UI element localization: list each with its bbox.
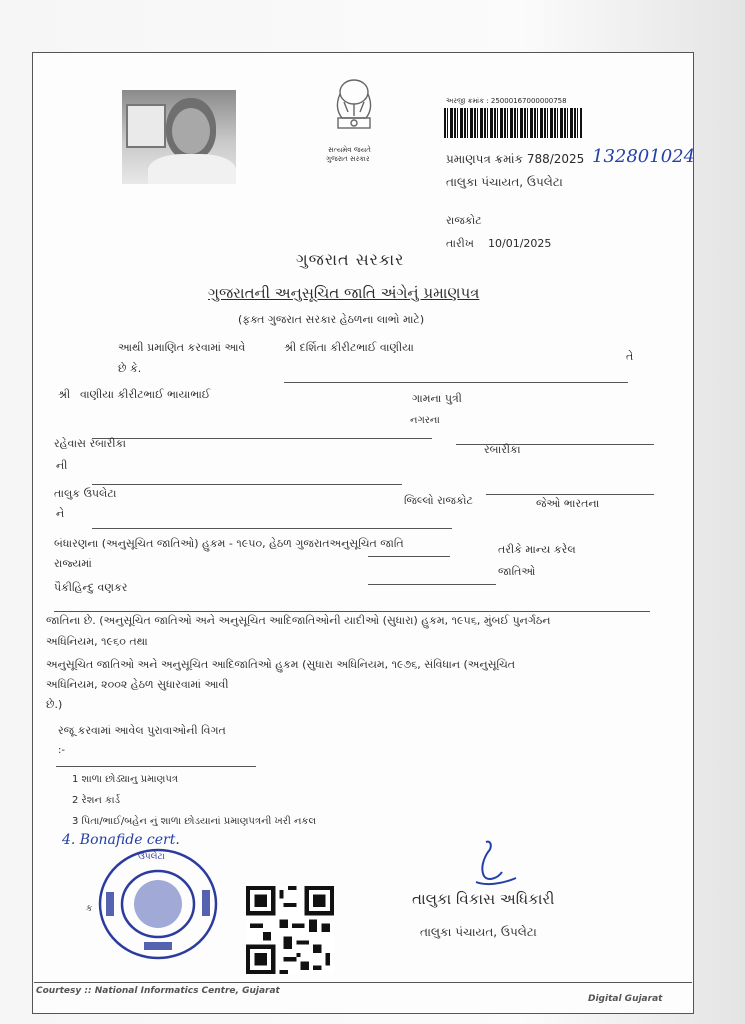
emblem-caption: સત્યમેવ જયતે <box>328 146 371 154</box>
underline <box>486 494 654 495</box>
place: રાજકોટ <box>446 214 482 227</box>
as-recognized: તરીકે માન્ય કરેલ <box>498 543 576 556</box>
evidence-item: 3 પિતા/ભાઈ/બહેન નું શાળા છોડયાનાં પ્રમાણપત્રની ખરી નકલ <box>72 816 317 827</box>
underline <box>368 584 496 585</box>
underline <box>92 528 452 529</box>
text-ka: ક <box>86 904 93 914</box>
underline <box>284 382 628 383</box>
clause-3: અધિનિયમ, ૧૯૬૦ તથા <box>46 635 148 648</box>
certificate-note: (ફક્ત ગુજરાત સરકાર હેઠળના લાભો માટે) <box>238 313 425 326</box>
text-ni: ની <box>56 459 68 472</box>
clause-2: જાતિના છે. (અનુસૂચિત જાતિઓ અને અનુસૂચિત આદિજાતિઓની યાદીઓ (સુધારા) હુકમ, ૧૯૫૬, મુંબઈ પુનર્ગઠન <box>46 614 551 627</box>
footer-divider <box>34 982 692 983</box>
clause-5: અધિનિયમ, ૨૦૦૨ હેઠળ સુધારવામાં આવી <box>46 678 229 691</box>
state-text: જેઓ ભારતના <box>536 497 600 510</box>
signature-mark-icon <box>462 838 522 898</box>
clause-6: છે.) <box>46 698 63 711</box>
residence-value: રબારીકા <box>484 443 521 456</box>
intro-text-2: છે કે. <box>118 362 142 375</box>
evidence-item: 1 શાળા છોડ્યાનુ પ્રમાણપત્ર <box>72 774 178 785</box>
taluka: તાલુક ઉપલેટા <box>54 487 117 500</box>
intro-text: આથી પ્રમાણિત કરવામાં આવે <box>118 341 246 354</box>
clause-1: બંધારણના (અનુસૂચિત જાતિઓ) હુકમ - ૧૯૫૦, હેઠળ ગુજરાતઅનુસૂચિત જાતિ <box>54 537 404 550</box>
certificate-title: ગુજરાતની અનુસૂચિત જાતિ અંગેનું પ્રમાણપત્ર <box>208 284 480 302</box>
stamp-text: ઉપલેટા <box>138 852 165 862</box>
evidence-item: 2 રેશન કાર્ડ <box>72 795 121 806</box>
relation: ગામના પુત્રી <box>412 392 462 405</box>
underline <box>92 484 402 485</box>
officer-office: તાલુકા પંચાયત, ઉપલેટા <box>420 925 537 939</box>
underline <box>56 766 256 767</box>
parent-name: વાણીયા કીરીટભાઈ ભાયાભાઈ <box>80 388 211 401</box>
text-shri: શ્રી <box>58 388 71 401</box>
official-stamp-icon <box>96 846 220 962</box>
text-te: તે <box>626 350 634 363</box>
footer-courtesy: Courtesy :: National Informatics Centre, Gujarat <box>36 986 280 996</box>
text-ne: ને <box>56 507 65 520</box>
certificate-number: પ્રમાણપત્ર ક્રમાંક 788/2025 <box>446 152 585 166</box>
holder-name: શ્રી દર્શિતા કીરીટભાઈ વાણીયા <box>284 341 414 354</box>
application-number: અરજી ક્રમાંક : 25000167000000758 <box>446 97 567 105</box>
evidence-handwritten: 4. Bonafide cert. <box>62 832 180 848</box>
certificate-number-handwritten: 132801024 <box>592 146 696 167</box>
date-value: 10/01/2025 <box>488 237 552 250</box>
officer-designation: તાલુકા વિકાસ અધિકારી <box>412 890 555 908</box>
underline <box>92 438 432 439</box>
qr-code <box>246 886 334 974</box>
nagar: નગરના <box>410 415 440 426</box>
issuing-office: તાલુકા પંચાયત, ઉપલેટા <box>446 175 563 189</box>
government-heading: ગુજરાત સરકાર <box>296 250 405 269</box>
underline <box>54 611 650 612</box>
evidence-heading: રજૂ કરવામાં આવેલ પુરાવાઓની વિગત <box>58 724 226 737</box>
underline <box>368 556 450 557</box>
emblem-caption-2: ગુજરાત સરકાર <box>326 155 370 163</box>
footer-brand: Digital Gujarat <box>588 994 663 1004</box>
date-label: તારીખ <box>446 237 474 250</box>
residence: રહેવાસ રબારીકા <box>54 437 126 450</box>
state-in: રાજ્યમાં <box>54 557 92 570</box>
evidence-colon: :- <box>58 745 65 756</box>
district: જિલ્લો રાજકોટ <box>404 494 473 507</box>
applicant-photo <box>122 90 236 184</box>
castes: જાતિઓ <box>498 565 536 578</box>
caste-name: પૈકીહિન્દુ વણકર <box>54 581 128 594</box>
clause-4: અનુસૂચિત જાતિઓ અને અનુસૂચિત આદિજાતિઓ હુકમ (સુધારા અધિનિયમ, ૧૯૭૬, સંવિધાન (અનુસૂચિત <box>46 658 516 671</box>
barcode <box>444 108 582 138</box>
